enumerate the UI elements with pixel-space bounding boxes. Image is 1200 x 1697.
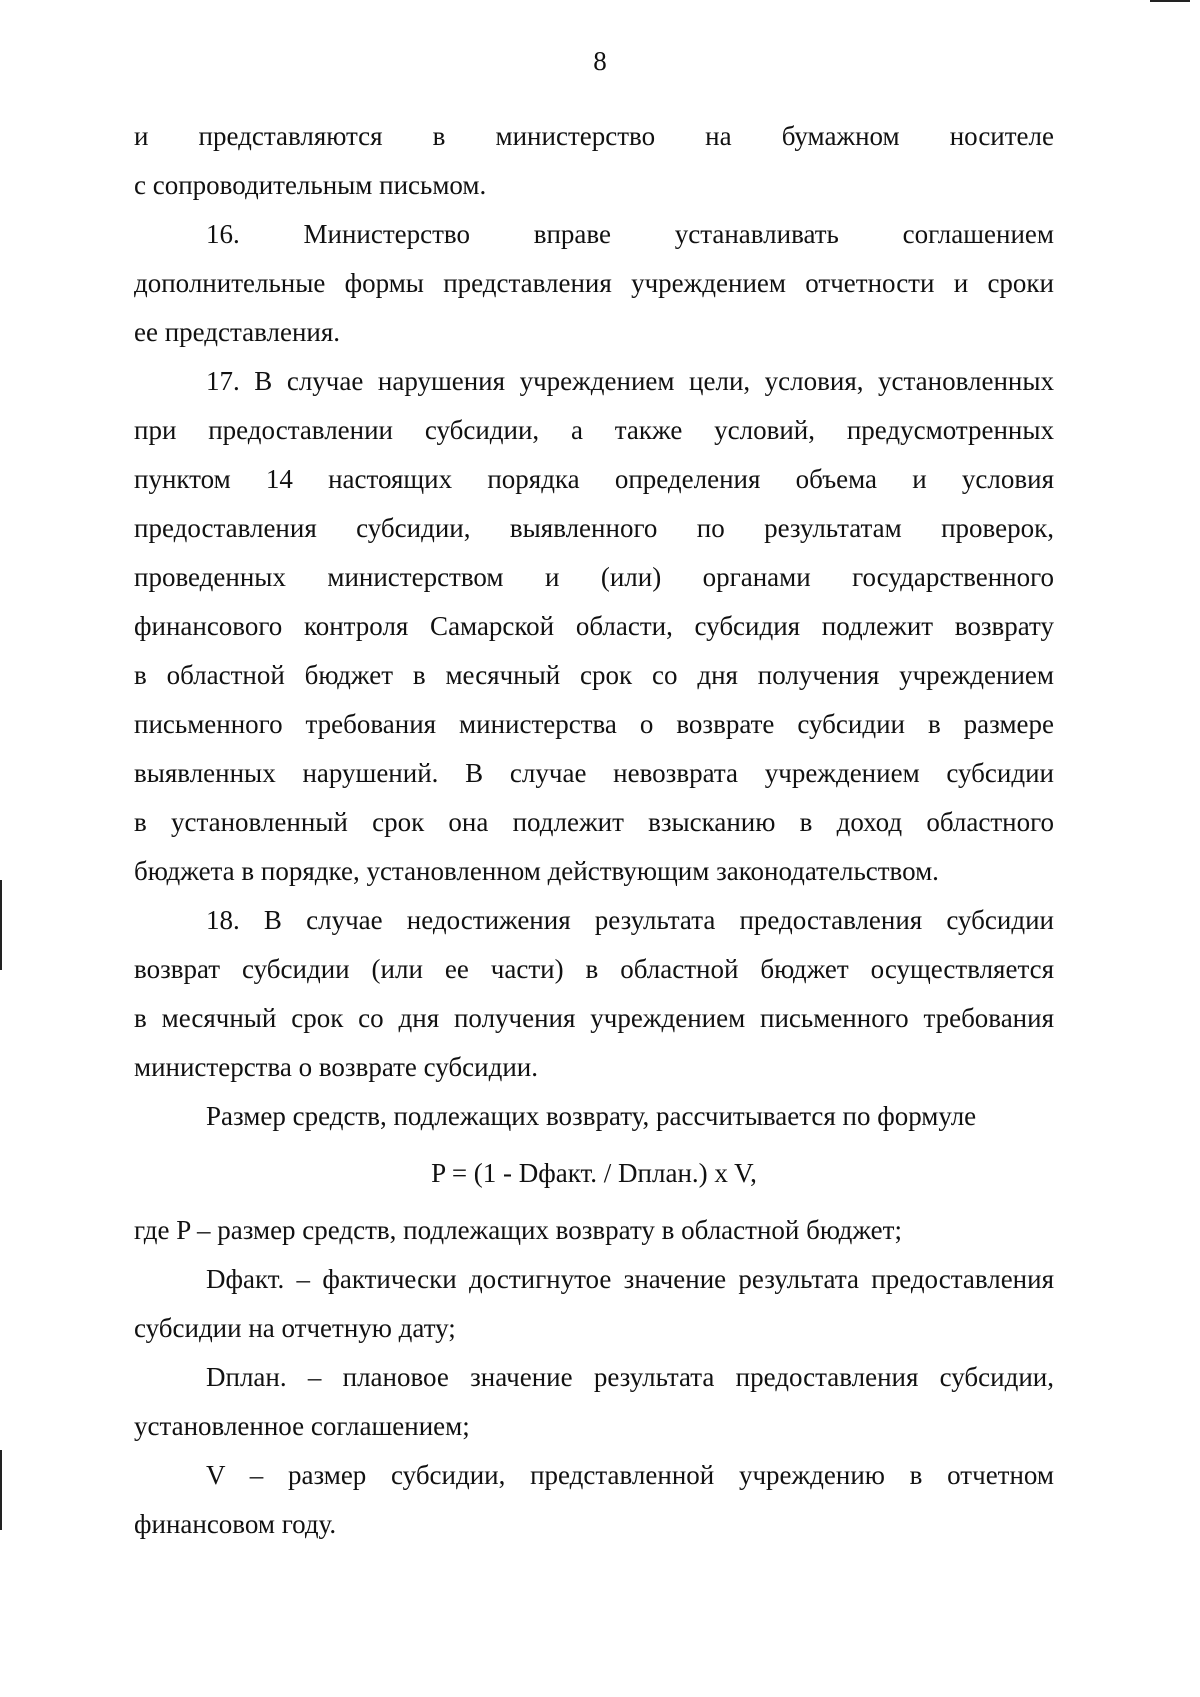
- formula-intro: Размер средств, подлежащих возврату, рассчитывается по формуле: [206, 1101, 977, 1131]
- page-number: 8: [593, 46, 607, 76]
- paragraph-17-line: предоставления субсидии, выявленного по результатам проверок,: [134, 513, 1054, 543]
- paragraph-18-line: возврат субсидии (или ее части) в областной бюджет осуществляется: [134, 954, 1054, 984]
- paragraph-17-line: в областной бюджет в месячный срок со дня получения учреждением: [134, 660, 1054, 690]
- paragraph-16-line: 16. Министерство вправе устанавливать соглашением: [206, 219, 1054, 249]
- paragraph-17-line: выявленных нарушений. В случае невозврата учреждением субсидии: [134, 758, 1054, 788]
- definition-dfact: субсидии на отчетную дату;: [134, 1313, 456, 1343]
- paragraph-17-line: в установленный срок она подлежит взысканию в доход областного: [134, 807, 1054, 837]
- definition-dplan: Dплан. – плановое значение результата предоставления субсидии,: [206, 1362, 1054, 1392]
- paragraph-17-line: письменного требования министерства о возврате субсидии в размере: [134, 709, 1054, 739]
- scan-edge-mark: [0, 880, 2, 970]
- paragraph-16-line: дополнительные формы представления учреждением отчетности и сроки: [134, 268, 1054, 298]
- text-line: с сопроводительным письмом.: [134, 170, 487, 200]
- scan-edge-mark: [0, 1450, 2, 1530]
- paragraph-17-line: финансового контроля Самарской области, субсидия подлежит возврату: [134, 611, 1054, 641]
- paragraph-17-line: 17. В случае нарушения учреждением цели, условия, установленных: [206, 366, 1054, 396]
- definition-v: финансовом году.: [134, 1509, 337, 1539]
- paragraph-18-line: в месячный срок со дня получения учреждением письменного требования: [134, 1003, 1054, 1033]
- definition-dfact: Dфакт. – фактически достигнутое значение результата предоставления: [206, 1264, 1054, 1294]
- paragraph-17-line: пунктом 14 настоящих порядка определения объема и условия: [134, 464, 1054, 494]
- paragraph-17-line: бюджета в порядке, установленном действующим законодательством.: [134, 856, 939, 886]
- paragraph-17-line: при предоставлении субсидии, а также условий, предусмотренных: [134, 415, 1054, 445]
- definition-v: V – размер субсидии, представленной учреждению в отчетном: [206, 1460, 1054, 1490]
- definition-dplan: установленное соглашением;: [134, 1411, 470, 1441]
- formula: P = (1 - Dфакт. / Dплан.) x V,: [431, 1158, 757, 1188]
- definition-p: где P – размер средств, подлежащих возврату в областной бюджет;: [134, 1215, 902, 1245]
- paragraph-16-line: ее представления.: [134, 317, 341, 347]
- paragraph-18-line: министерства о возврате субсидии.: [134, 1052, 538, 1082]
- text-line: и представляются в министерство на бумажном носителе: [134, 121, 1054, 151]
- document-body: [134, 112, 1054, 1549]
- scan-edge-mark: [1150, 0, 1190, 2]
- paragraph-18-line: 18. В случае недостижения результата предоставления субсидии: [206, 905, 1054, 935]
- paragraph-17-line: проведенных министерством и (или) органами государственного: [134, 562, 1054, 592]
